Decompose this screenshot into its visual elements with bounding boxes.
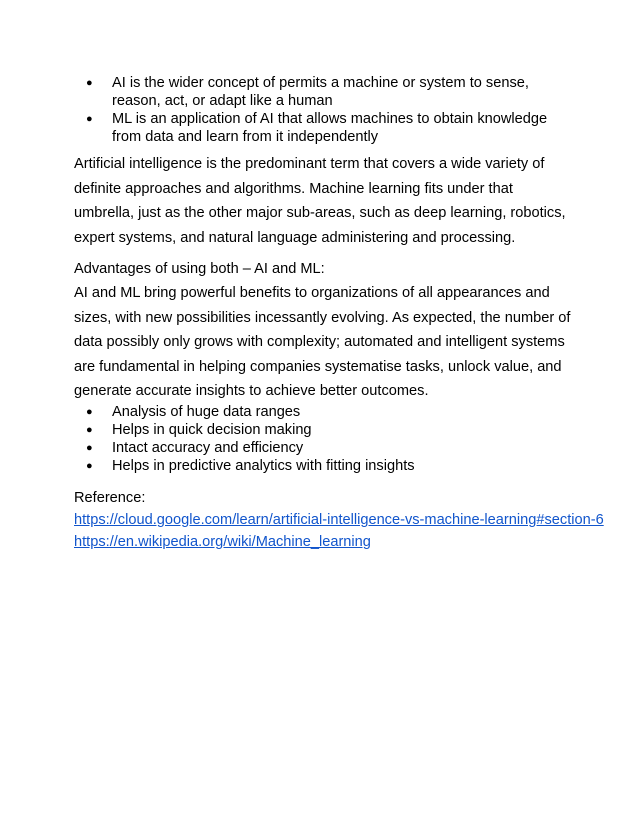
- reference-link-google-cloud[interactable]: https://cloud.google.com/learn/artificial-intelligence-vs-machine-learning#section-6: [74, 512, 604, 528]
- bullet-icon: ●: [86, 77, 93, 89]
- bullet-icon: ●: [86, 406, 93, 418]
- ai-paragraph: Artificial intelligence is the predominant term that covers a wide variety of definite approaches and algorithms. Machine learning fits under that umbrella, just as the other major sub-areas, such as deep learning, robotics, expert systems, and natural language administering and processing.: [74, 156, 566, 246]
- list-item-text: Helps in predictive analytics with fitting insights: [112, 458, 415, 474]
- list-item-text: Analysis of huge data ranges: [112, 404, 301, 420]
- list-item-text: Intact accuracy and efficiency: [112, 440, 304, 456]
- advantages-list: [0, 403, 638, 475]
- list-item: [0, 74, 638, 110]
- list-item: [0, 110, 638, 146]
- list-item: [0, 457, 638, 475]
- list-item: [0, 439, 638, 457]
- list-item-text: ML is an application of AI that allows machines to obtain knowledge from data and learn from it independently: [112, 111, 548, 145]
- reference-heading: Reference:: [74, 490, 146, 506]
- bullet-icon: ●: [86, 424, 93, 436]
- list-item: [0, 403, 638, 421]
- list-item-text: Helps in quick decision making: [112, 422, 312, 438]
- bullet-icon: ●: [86, 442, 93, 454]
- bullet-icon: ●: [86, 460, 93, 472]
- advantages-paragraph: AI and ML bring powerful benefits to organizations of all appearances and sizes, with new possibilities incessantly evolving. As expected, the number of data possibly only grows with complexity; automated and intelligent systems are fundamental in helping companies systematise tasks, unlock value, and generate accurate insights to achieve better outcomes.: [74, 285, 571, 399]
- bullet-icon: ●: [86, 113, 93, 125]
- advantages-heading: Advantages of using both – AI and ML:: [74, 261, 325, 277]
- reference-link-wikipedia[interactable]: https://en.wikipedia.org/wiki/Machine_learning: [74, 534, 371, 550]
- list-item: [0, 421, 638, 439]
- list-item-text: AI is the wider concept of permits a machine or system to sense, reason, act, or adapt like a human: [112, 75, 529, 109]
- ai-ml-definition-list: [0, 74, 638, 146]
